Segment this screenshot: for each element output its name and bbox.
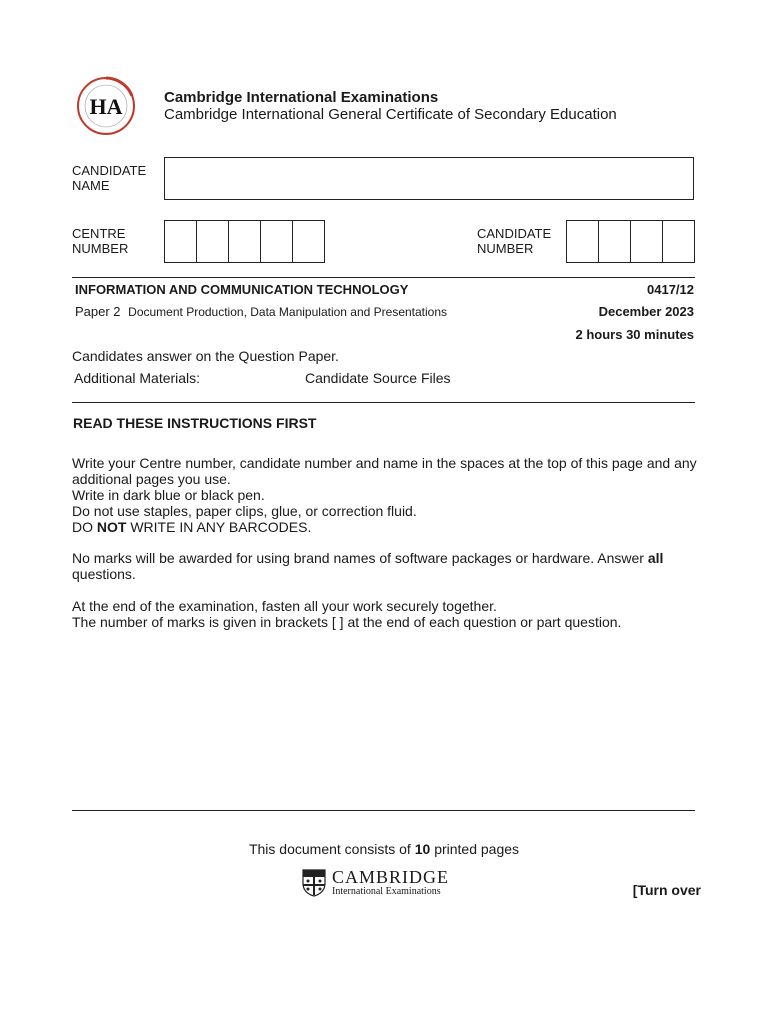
instruction-line: DO NOT WRITE IN ANY BARCODES. [72, 519, 312, 535]
instruction-line: At the end of the examination, fasten all your work securely together. [72, 598, 497, 614]
paper-code: 0417/12 [647, 282, 694, 297]
centre-number-cell[interactable] [293, 221, 324, 262]
instruction-line: Write your Centre number, candidate number and name in the spaces at the top of this page and any additional pages you use. [72, 455, 697, 487]
candidate-number-cell[interactable] [567, 221, 599, 262]
candidate-number-cell[interactable] [599, 221, 631, 262]
instructions-block [72, 550, 702, 582]
instruction-line: Do not use staples, paper clips, glue, or correction fluid. [72, 503, 417, 519]
exam-board-title: Cambridge International Examinations [164, 89, 439, 106]
turn-over-note: [Turn over [632, 882, 701, 898]
exam-duration: 2 hours 30 minutes [575, 327, 694, 342]
candidate-name-field[interactable] [164, 157, 694, 200]
paper-title [75, 304, 447, 319]
instructions-block [72, 455, 702, 535]
divider [72, 402, 695, 403]
cambridge-crest-icon [302, 869, 326, 897]
centre-number-cell[interactable] [165, 221, 197, 262]
divider [72, 277, 695, 278]
instructions-heading: READ THESE INSTRUCTIONS FIRST [73, 415, 317, 431]
svg-text:HA: HA [89, 94, 123, 119]
academy-seal-icon [72, 74, 144, 138]
centre-number-label: CENTRE NUMBER [72, 226, 129, 256]
paper-description: Document Production, Data Manipulation and Presentations [128, 305, 448, 319]
candidate-name-label: CANDIDATE NAME [72, 163, 147, 193]
brand-name: CAMBRIDGE [332, 867, 450, 887]
answer-note: Candidates answer on the Question Paper. [72, 348, 339, 364]
exam-session: December 2023 [598, 304, 694, 319]
cambridge-logo [302, 868, 449, 897]
brand-subtitle: International Examinations [332, 886, 441, 897]
materials-value: Candidate Source Files [305, 370, 451, 386]
candidate-number-label: CANDIDATE NUMBER [477, 226, 552, 256]
paper-number: Paper 2 [75, 304, 121, 319]
candidate-number-cell[interactable] [631, 221, 663, 262]
centre-number-field[interactable] [164, 220, 325, 263]
candidate-number-field[interactable] [566, 220, 695, 263]
materials-label: Additional Materials: [74, 370, 201, 386]
centre-number-cell[interactable] [261, 221, 293, 262]
school-logo [72, 74, 144, 138]
instruction-line: Write in dark blue or black pen. [72, 487, 265, 503]
instruction-line: No marks will be awarded for using brand names of software packages or hardware. Answer all questions. [72, 550, 664, 582]
centre-number-cell[interactable] [197, 221, 229, 262]
instructions-block [72, 598, 702, 630]
subject-title: INFORMATION AND COMMUNICATION TECHNOLOGY [75, 282, 409, 297]
centre-number-cell[interactable] [229, 221, 261, 262]
divider [72, 810, 695, 811]
page-count-note: This document consists of 10 printed pages [248, 841, 520, 857]
certificate-title: Cambridge International General Certificate of Secondary Education [164, 106, 617, 123]
instruction-line: The number of marks is given in brackets [ ] at the end of each question or part question. [72, 614, 622, 630]
candidate-number-cell[interactable] [663, 221, 694, 262]
